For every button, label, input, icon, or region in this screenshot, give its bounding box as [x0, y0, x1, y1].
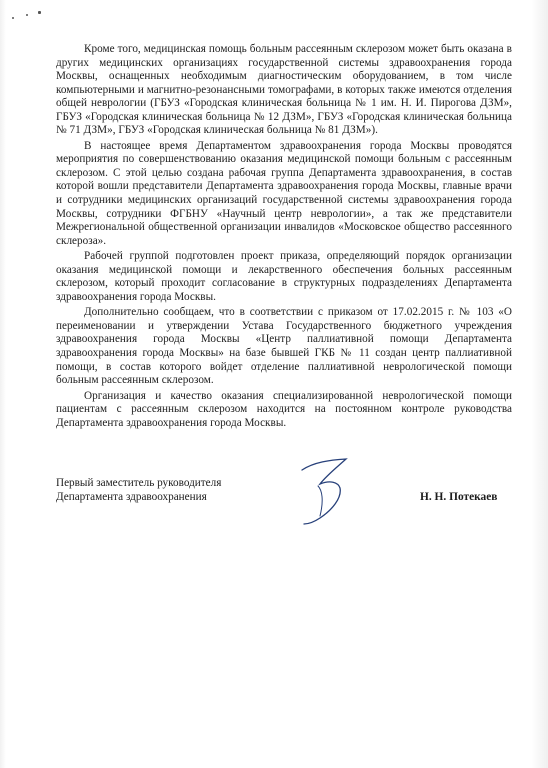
- signatory-position: [56, 476, 306, 504]
- paragraph-1: Кроме того, медицинская помощь больным рассеянным склерозом может быть оказана в других медицинских организациях государственной системы здравоохранения города Москвы, оснащенных необходимым диагностическим оборудованием, в том числе компьютерными и магнитно-резонансными томографами, в которых также имеются отделения общей неврологии (ГБУЗ «Городская клиническая больница № 1 им. Н. И. Пирогова ДЗМ», ГБУЗ «Городская клиническая больница № 12 ДЗМ», ГБУЗ «Городская клиническая больница № 71 ДЗМ», ГБУЗ «Городская клиническая больница № 81 ДЗМ»).: [56, 43, 512, 137]
- signatory-name: Н. Н. Потекаев: [420, 491, 498, 503]
- paragraph-4: Дополнительно сообщаем, что в соответствии с приказом от 17.02.2015 г. № 103 «О переименовании и утверждении Устава Государственного бюджетного учреждения здравоохранения города Москвы «Центр паллиативной помощи Департамента здравоохранения города Москвы» на базе бывшей ГКБ № 11 создан центр паллиативной помощи, в состав которого войдет отделение паллиативной неврологической помощи больным рассеянным склерозом.: [56, 306, 512, 387]
- paragraph-2: В настоящее время Департаментом здравоохранения города Москвы проводятся мероприятия по совершенствованию оказания медицинской помощи больным с рассеянным склерозом. С этой целью создана рабочая группа Департамента здравоохранения, в состав которой вошли представители Департамента здравоохранения города Москвы, главные врачи и сотрудники медицинских организаций государственной системы здравоохранения города Москвы, сотрудники ФГБНУ «Научный центр неврологии», а так же представители Межрегиональной общественной организации инвалидов «Московское общество рассеянного склероза».: [56, 139, 512, 247]
- paragraph-3: Рабочей группой подготовлен проект приказа, определяющий порядок организации оказания медицинской помощи и лекарственного обеспечения больных рассеянным склерозом, который проходит согласование в структурных подразделениях Департамента здравоохранения города Москвы.: [56, 250, 512, 303]
- scan-speck: [26, 14, 28, 16]
- scan-speck: [12, 17, 14, 19]
- letter-body: [56, 43, 512, 430]
- page-fold-shadow: [0, 0, 6, 768]
- handwritten-signature: [296, 456, 356, 528]
- signatory-position-line-2: Департамента здравоохранения: [56, 491, 207, 503]
- signatory-position-line-1: Первый заместитель руководителя: [56, 477, 222, 489]
- paragraph-5: Организация и качество оказания специализированной неврологической помощи пациентам с рассеянным склерозом находится на постоянном контроле руководства Департамента здравоохранения города Москвы.: [56, 389, 512, 429]
- scan-speck: [38, 11, 41, 14]
